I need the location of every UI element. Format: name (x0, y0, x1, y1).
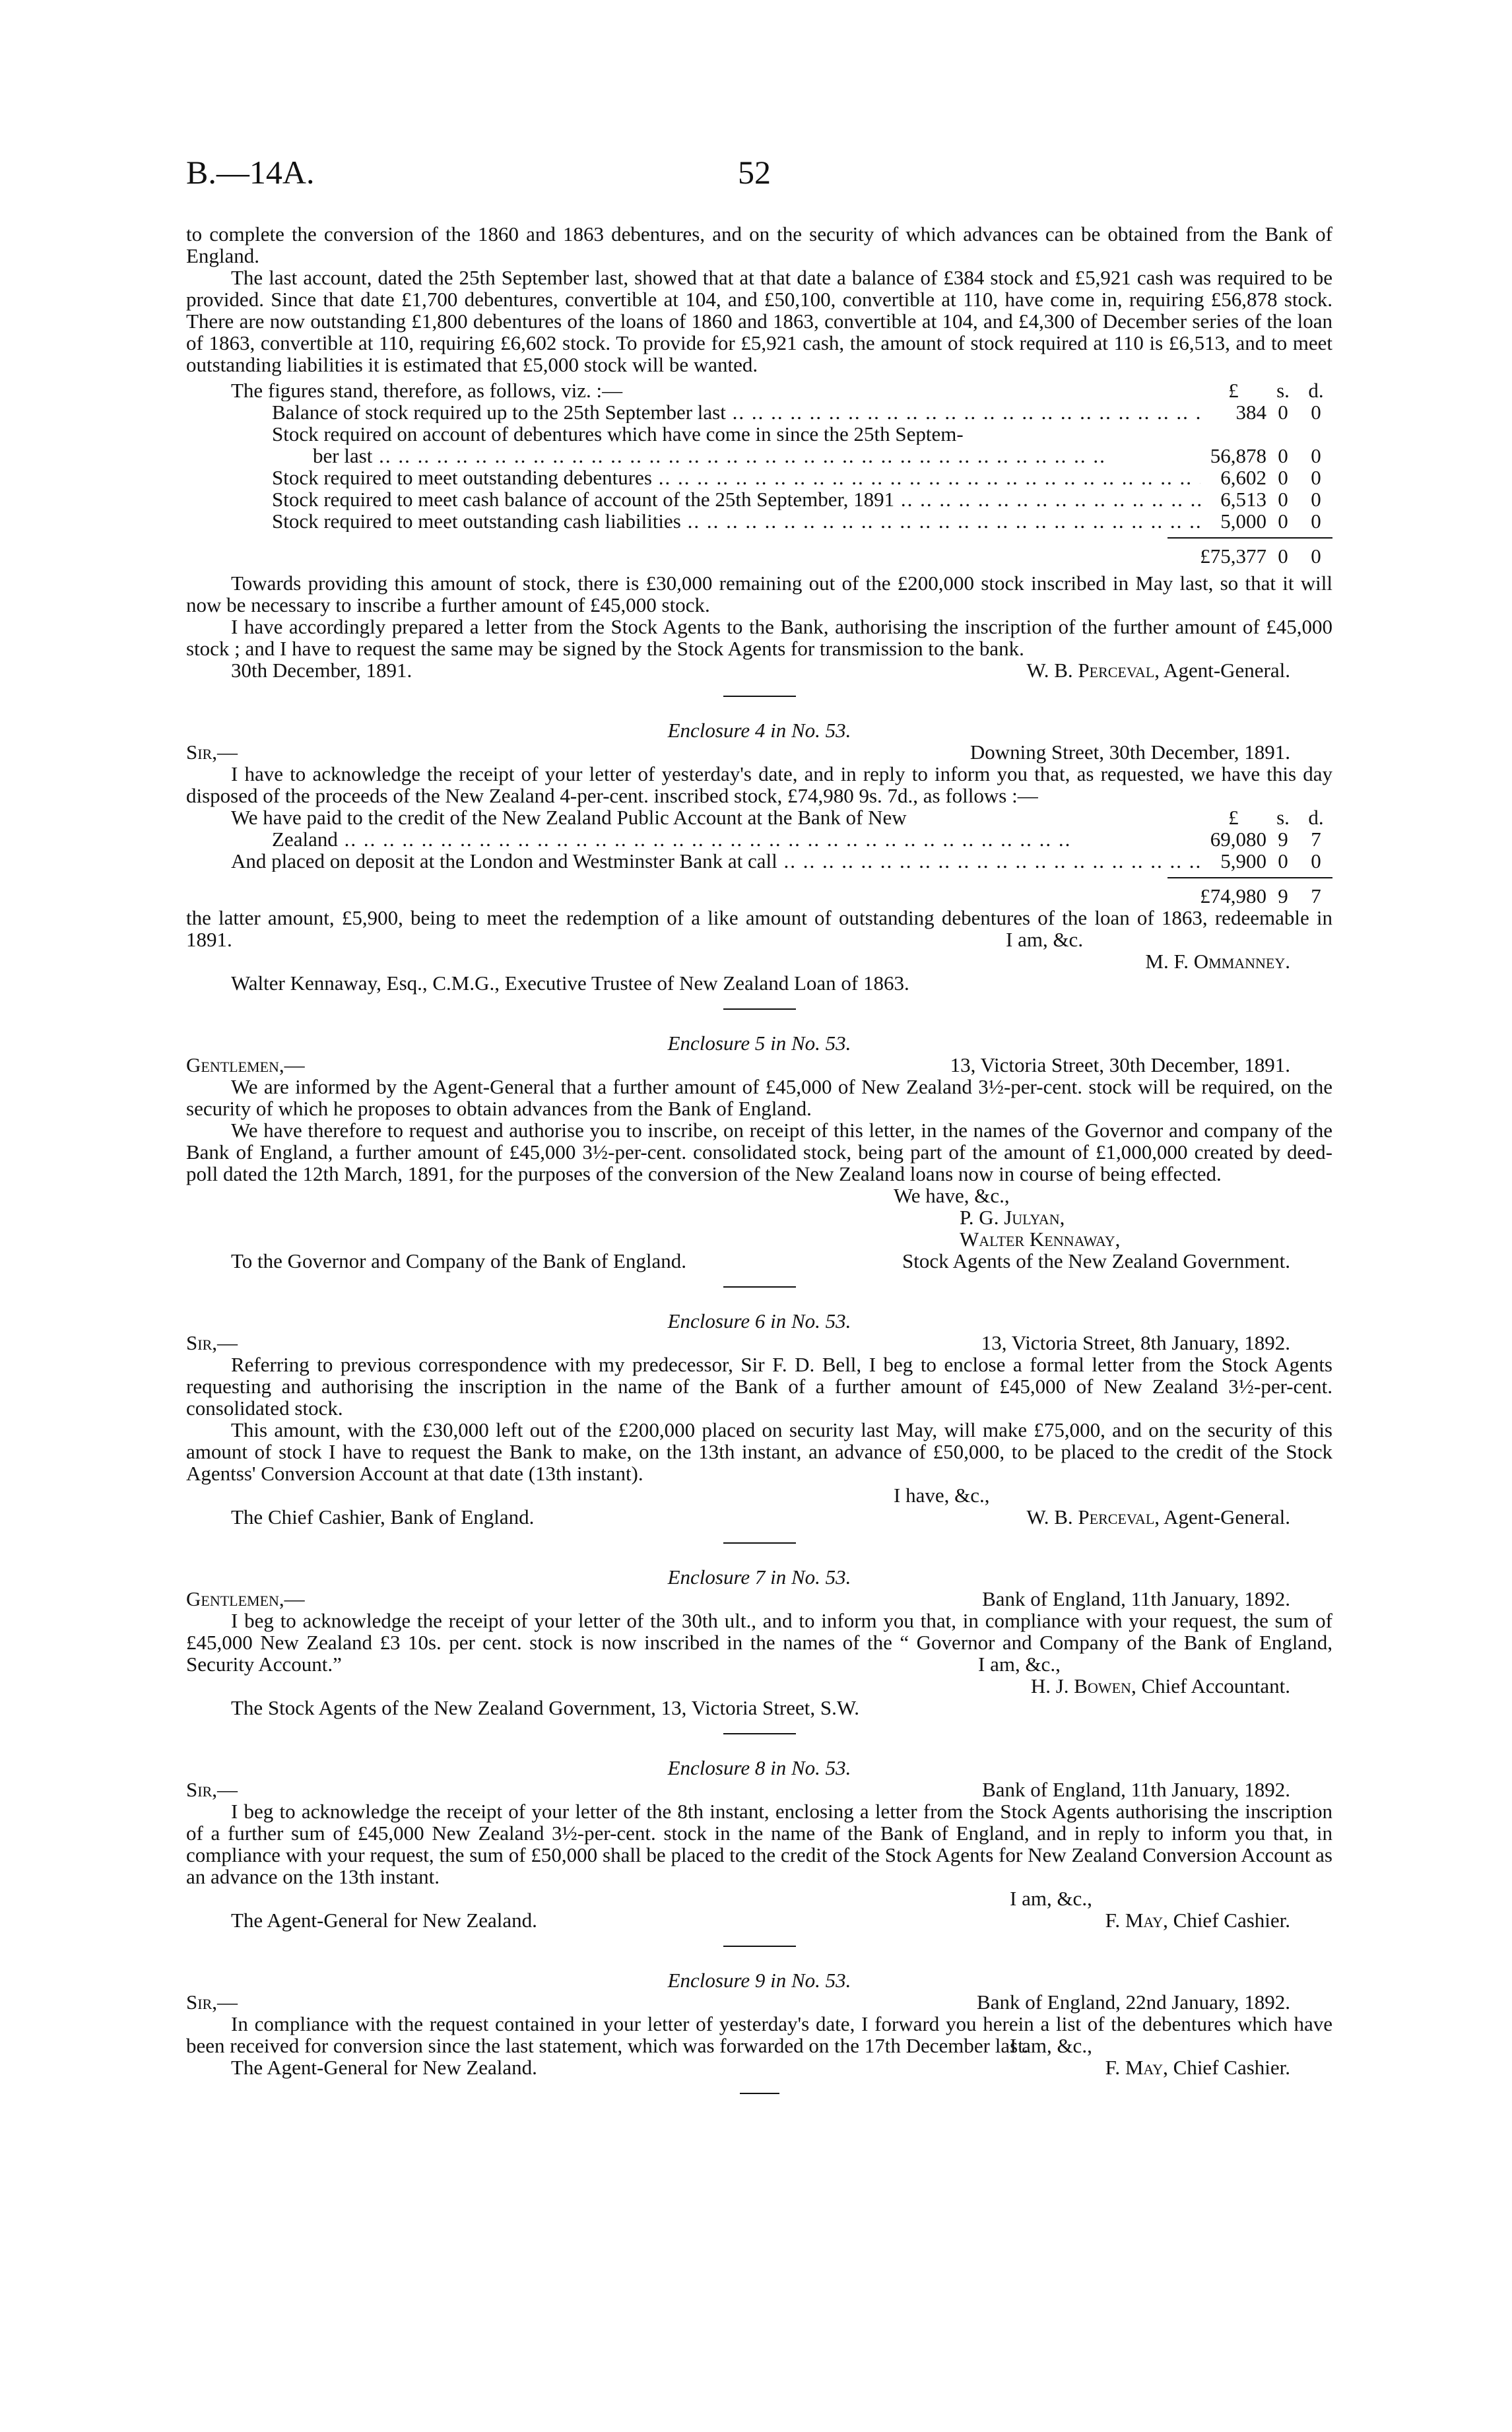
signer-name: F. May (1105, 2056, 1164, 2079)
letter-address: Bank of England, 22nd January, 1892. (977, 1990, 1290, 2014)
figures-intro: The figures stand, therefore, as follows, viz. :— (231, 379, 623, 401)
section-divider (723, 1286, 796, 1288)
closing: We have, &c., (894, 1184, 1010, 1207)
addressee: To the Governor and Company of the Bank of England. (231, 1249, 687, 1272)
salutation: Gentlemen,— (186, 1587, 305, 1610)
total-row (186, 537, 1332, 567)
paragraph: I have accordingly prepared a letter from the Stock Agents to the Bank, authorising the inscription of the further amount of £45,000 stock ; and I have to request the same may be signed by the Stock Agents for transmission to the bank. (186, 615, 1332, 660)
addressee: The Agent-General for New Zealand. (231, 1909, 537, 1932)
total-row (186, 877, 1332, 907)
paragraph: We have therefore to request and authorise you to inscribe, on receipt of this letter, in the names of the Governor and company of the Bank of England, a further amount of £45,000 3½-per-cent. consolidated stock, being part of the amount of £1,000,000 created by deed-poll dated the 12th March, 1891, for the purposes of the conversion of the New Zealand loans now in course of being effected. (186, 1119, 1332, 1185)
closing: I am, &c., (978, 1653, 1061, 1676)
paragraph: The last account, dated the 25th September last, showed that at that date a balance of £384 stock and £5,921 cash was required to be provided. Since that date £1,700 debentures, convertible at 104, and £50,100, convertible at 110, have come in, requiring £56,878 stock. There are now outstanding £1,800 debentures of the loans of 1860 and 1863, convertible at 104, and £4,300 of December series of the loan of 1863, convertible at 110, requiring £6,602 stock. To provide for £5,921 cash, the amount of stock required at 110 is £6,513, and to meet outstanding liabilities it is estimated that £5,000 stock will be wanted. (186, 266, 1332, 376)
section-divider (723, 696, 796, 697)
total-rule: £74,980 9 7 (1167, 877, 1332, 907)
document-code: B.—14A. (186, 154, 315, 191)
salutation: Gentlemen,— (186, 1053, 305, 1076)
signer-role: Stock Agents of the New Zealand Government. (902, 1249, 1290, 1272)
enclosure-title: Enclosure 4 in No. 53. (667, 719, 851, 742)
signer-name: Walter Kennaway, (960, 1228, 1121, 1251)
col-pounds: £ (1228, 379, 1239, 402)
section-divider (740, 2093, 779, 2094)
document-body: to complete the conversion of the 1860 and 1863 debentures, and on the security of which advances can be obtained from the Bank of England. The last account, dated the 25th September last, showed that at that date a balance of £384 stock and £5,921 cash was required to be provided. Since that date £1,700 debentures, convertible at 104, and £50,100, convertible at 110, have come in, requiring £56,878 stock. There are now outstanding £1,800 debentures of the loans of 1860 and 1863, convertible at 104, and £4,300 of December series of the loan of 1863, convertible at 110, requiring £6,602 stock. To provide for £5,921 cash, the amount of stock required at 110 is £6,513, and to meet outstanding liabilities it is estimated that £5,000 stock will be wanted. The figures stand, therefore, as follows, viz. :— £ s. d. Balance of stock required up to the 25th September last .. .. 384 0 0 Stock required on account of debentures which have come in since the 25th Septem- ber last .. .. 56,878 0 0 Stock required to meet outstanding debentures .. .. 6,602 0 0 Stock required to meet cash balance of account of the 25th September, 1891 .. .. 6,513 0 0 Stock required to meet outstanding cash liabilities .. .. 5,000 0 0 £75,377 0 0 Towards providing this amount of stock, there is £30,000 remaining out of the £200,000 stock inscribed in May last, so that it will now be necessary to inscribe a further amount of £45,000 stock. I have accordingly prepared a letter from the Stock Agents to the Bank, authorising the inscription of the further amount of £45,000 stock ; and I have to request the same may be signed by the Stock Agents for transmission to the bank. 30th December, 1891. W. B. Perceval, Agent-General. Enclosure 4 in No. 53. Sir,— Downing Street, 30th December, 1891. I have to acknowledge the receipt of your letter of yesterday's date, and in reply to inform you that, as requested, we have this day disposed of the proceeds of the New Zealand 4-per-cent. inscribed stock, £74,980 9s. 7d., as follows :— We have paid to the credit of the New Zealand Public Account at the Bank of New £ s. d. Zealand .. .. 69,080 9 7 And placed on deposit at the London and Westminster Bank at call .. .. 5,900 0 0 £74,980 9 7 the latter amount, £5,900, being to meet the redemption of a like amount of outstanding debentures of the loan of 1863, redeemable in 1891. I am, &c. M. F. Ommanney. Walter Kennaway, Esq., C.M.G., Executive Trustee of New Zealand Loan of 1863. Enclosure 5 in No. 53. Gentlemen,— 13, Victoria Street, 30th December, 1891. We are informed by the Agent-General that a further amount of £45,000 of New Zealand 3½-per-cent. stock will be required, on the security of which he proposes to obtain advances from the Bank of England. We have therefore to request and authorise you to inscribe, on receipt of this letter, in the names of the Governor and company of the Bank of England, a further amount of £45,000 3½-per-cent. consolidated stock, being part of the amount of £1,000,000 created by deed-poll dated the 12th March, 1891, for the purposes of the conversion of the New Zealand loans now in course of being effected. We have, &c., P. G. Julyan, Walter Kennaway, To the Governor and Company of the Bank of England. Stock Agents of the New Zealand Government. Enclosure 6 in No. 53. Sir,— 13, Victoria Street, 8th January, 1892. Referring to previous correspondence with my predecessor, Sir F. D. Bell, I beg to enclose a formal letter from the Stock Agents requesting and authorising the inscription in the name of the Bank of a further amount of £45,000 of New Zealand 3½-per-cent. consolidated stock. This amount, with the £30,000 left out of the £200,000 placed on security last May, will make £75,000, and on the security of this amount of stock I have to request the Bank to make, on the 13th instant, an advance of £50,000, to be placed to the credit of the Stock Agentss' Conversion Account at that date (13th instant). I have, &c., The Chief Cashier, Bank of England. W. B. Perceval, Agent-General. Enclosure 7 in No. 53. Gentlemen,— Bank of England, 11th January, 1892. I beg to acknowledge the receipt of your letter of the 30th ult., and to inform you that, in compliance with your request, the sum of £45,000 New Zealand £3 10s. per cent. stock is now inscribed in the names of the “ Governor and Company of the Bank of England, Security Account.” I am, &c., H. J. Bowen, Chief Accountant. The Stock Agents of the New Zealand Government, 13, Victoria Street, S.W. Enclosure 8 in No. 53. Sir,— Bank of England, 11th January, 1892. I beg to acknowledge the receipt of your letter of the 8th instant, enclosing a letter from the Stock Agents authorising the inscription of a further sum of £45,000 New Zealand 3½-per-cent. stock in the name of the Bank of England, and in reply to inform you that, in compliance with your request, the sum of £50,000 shall be placed to the credit of the Stock Agents for New Zealand Conversion Account as an advance on the 13th instant. I am, &c., The Agent-General for New Zealand. F. May, Chief Cashier. Enclosure 9 in No. 53. Sir,— Bank of England, 22nd January, 1892. In compliance with the request contained in your letter of yesterday's date, I forward you herein a list of the debentures which have been received for conversion since the last statement, which was forwarded on the 17th December last. I am, &c., The Agent-General for New Zealand. F. May, Chief Cashier. (186, 223, 1332, 2094)
paragraph: I beg to acknowledge the receipt of your letter of the 30th ult., and to inform you that, in compliance with your request, the sum of £45,000 New Zealand £3 10s. per cent. stock is now inscribed in the names of the “ Governor and Company of the Bank of England, Security Account.” (186, 1609, 1332, 1676)
table-row: Stock required to meet outstanding cash liabilities .. .. 5,000 0 0 (272, 510, 1332, 532)
paragraph: Referring to previous correspondence with my predecessor, Sir F. D. Bell, I beg to enclose a formal letter from the Stock Agents requesting and authorising the inscription in the name of the Bank of a further amount of £45,000 of New Zealand 3½-per-cent. consolidated stock. (186, 1353, 1332, 1420)
enclosure-title: Enclosure 6 in No. 53. (667, 1309, 851, 1332)
salutation: Sir,— (186, 740, 238, 764)
letter-address: Bank of England, 11th January, 1892. (982, 1587, 1290, 1610)
paragraph: In compliance with the request contained in your letter of yesterday's date, I forward you herein a list of the debentures which have been received for conversion since the last statement, which was forwarded on the 17th December last. (186, 2012, 1332, 2057)
paragraph: This amount, with the £30,000 left out of the £200,000 placed on security last May, will make £75,000, and on the security of this amount of stock I have to request the Bank to make, on the 13th instant, an advance of £50,000, to be placed to the credit of the Stock Agentss' Conversion Account at that date (13th instant). (186, 1418, 1332, 1485)
addressee: The Chief Cashier, Bank of England. (231, 1505, 535, 1528)
salutation: Sir,— (186, 1990, 238, 2014)
paragraph: to complete the conversion of the 1860 and 1863 debentures, and on the security of which advances can be obtained from the Bank of England. (186, 222, 1332, 267)
letter-address: 13, Victoria Street, 30th December, 1891. (950, 1053, 1290, 1076)
col-pence: d. (1308, 379, 1324, 402)
paragraph: I beg to acknowledge the receipt of your letter of the 8th instant, enclosing a letter from the Stock Agents authorising the inscription of a further sum of £45,000 New Zealand 3½-per-cent. stock in the name of the Bank of England, and in reply to inform you that, in compliance with your request, the sum of £50,000 shall be placed to the credit of the Stock Agents for New Zealand Conversion Account as an advance on the 13th instant. (186, 1800, 1332, 1888)
table-row: ber last .. .. 56,878 0 0 (313, 445, 1332, 467)
figures-table (186, 379, 1332, 567)
enclosure-title: Enclosure 7 in No. 53. (667, 1565, 851, 1589)
signature-line: 30th December, 1891. W. B. Perceval, Agent-General. (231, 659, 1290, 682)
table-row: Stock required to meet outstanding debentures .. .. 6,602 0 0 (272, 467, 1332, 488)
table-row: Stock required to meet cash balance of account of the 25th September, 1891 .. .. 6,513 0 0 (272, 488, 1332, 510)
table-row: And placed on deposit at the London and Westminster Bank at call .. .. 5,900 0 0 (231, 850, 1332, 872)
signer-name: H. J. Bowen (1030, 1674, 1131, 1697)
signer-name: W. B. Perceval (1026, 659, 1155, 682)
section-divider (723, 1008, 796, 1010)
page-number: 52 (738, 154, 771, 191)
paragraph: the latter amount, £5,900, being to meet the redemption of a like amount of outstanding debentures of the loan of 1863, redeemable in 1891. (186, 906, 1332, 951)
table-row: Zealand .. .. 69,080 9 7 (272, 828, 1332, 850)
total-rule: £75,377 0 0 (1167, 537, 1332, 567)
enclosure-title: Enclosure 9 in No. 53. (667, 1969, 851, 1992)
addressee: Walter Kennaway, Esq., C.M.G., Executive Trustee of New Zealand Loan of 1863. (231, 971, 909, 995)
section-divider (723, 1946, 796, 1947)
total-pounds: £75,377 (1200, 544, 1266, 568)
section-divider (723, 1542, 796, 1544)
section-divider (723, 1733, 796, 1734)
closing: I am, &c., (1010, 2034, 1092, 2057)
letter-date: 30th December, 1891. (231, 659, 412, 682)
salutation: Sir,— (186, 1331, 238, 1354)
paragraph: Towards providing this amount of stock, there is £30,000 remaining out of the £200,000 stock inscribed in May last, so that it will now be necessary to inscribe a further amount of £45,000 stock. (186, 572, 1332, 616)
closing: I have, &c., (894, 1484, 990, 1507)
paragraph: I have to acknowledge the receipt of your letter of yesterday's date, and in reply to inform you that, as requested, we have this day disposed of the proceeds of the New Zealand 4-per-cent. inscribed stock, £74,980 9s. 7d., as follows :— (186, 762, 1332, 807)
closing: I am, &c. (1006, 928, 1084, 951)
addressee: The Stock Agents of the New Zealand Government, 13, Victoria Street, S.W. (231, 1696, 860, 1719)
paragraph: We are informed by the Agent-General that a further amount of £45,000 of New Zealand 3½-per-cent. stock will be required, on the security of which he proposes to obtain advances from the Bank of England. (186, 1075, 1332, 1120)
table-row: Balance of stock required up to the 25th September last .. .. 384 0 0 (272, 401, 1332, 423)
signer-name: P. G. Julyan, (960, 1206, 1065, 1229)
signer-name: M. F. Ommanney. (1145, 950, 1290, 973)
addressee: The Agent-General for New Zealand. (231, 2056, 537, 2079)
letter-address: 13, Victoria Street, 8th January, 1892. (981, 1331, 1290, 1354)
signer-name: F. May (1105, 1909, 1164, 1932)
enclosure-title: Enclosure 5 in No. 53. (667, 1032, 851, 1055)
salutation: Sir,— (186, 1778, 238, 1801)
disposal-table: We have paid to the credit of the New Zealand Public Account at the Bank of New £ s. d. Zealand .. .. 69,080 9 7 And placed on deposit at the London and Westminster Bank at call .. .. 5,900 0 0 £74,980 9 7 (186, 806, 1332, 907)
table-row: Stock required on account of debentures which have come in since the 25th Septem- (272, 423, 964, 445)
col-shillings: s. (1276, 379, 1290, 402)
letter-address: Bank of England, 11th January, 1892. (982, 1778, 1290, 1801)
enclosure-title: Enclosure 8 in No. 53. (667, 1756, 851, 1779)
closing: I am, &c., (1010, 1887, 1092, 1910)
letter-address: Downing Street, 30th December, 1891. (970, 740, 1290, 764)
signer-name: W. B. Perceval (1026, 1505, 1155, 1528)
